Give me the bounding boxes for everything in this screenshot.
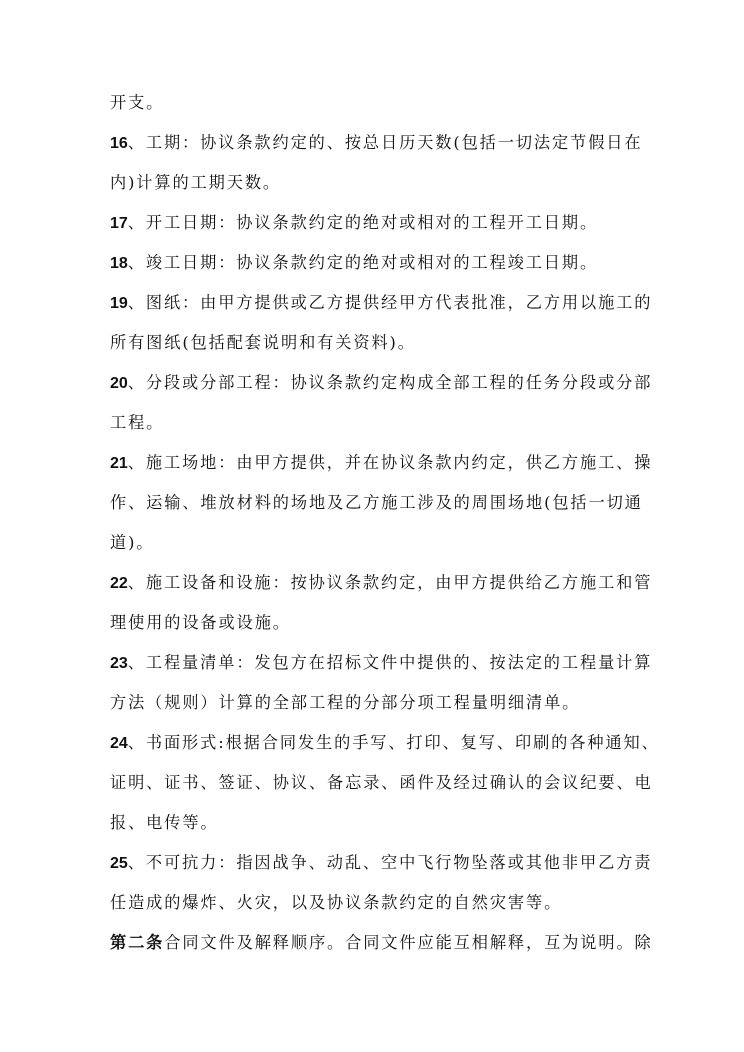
article-heading: 第二条 (110, 933, 165, 952)
line-text: 、竣工日期：协议条款约定的绝对或相对的工程竣工日期。 (127, 253, 599, 272)
clause-number: 18 (110, 255, 128, 272)
clause-number: 23 (110, 655, 128, 672)
line-text: 、开工日期：协议条款约定的绝对或相对的工程开工日期。 (127, 213, 599, 232)
article-line (110, 931, 653, 971)
clause-number: 21 (110, 455, 128, 472)
text-line (110, 771, 653, 811)
line-text: 、不可抗力：指因战争、动乱、空中飞行物坠落或其他非甲乙方责 (127, 853, 653, 872)
text-line (110, 171, 640, 211)
clause-number: 16 (110, 135, 128, 152)
line-text: 方法（规则）计算的全部工程的分部分项工程量明细清单。 (110, 693, 581, 712)
clause-number: 24 (110, 735, 128, 752)
line-text: 、施工设备和设施：按协议条款约定，由甲方提供给乙方施工和管 (127, 573, 653, 592)
line-text: 、工程量清单：发包方在招标文件中提供的、按法定的工程量计算 (127, 653, 653, 672)
clause-number: 19 (110, 295, 128, 312)
line-text: 、施工场地：由甲方提供，并在协议条款内约定，供乙方施工、操 (127, 453, 653, 472)
text-line (110, 611, 640, 651)
text-line (110, 211, 640, 251)
clause-number: 22 (110, 575, 128, 592)
text-line (110, 731, 660, 771)
text-line (110, 131, 643, 171)
line-text: 、书面形式:根据合同发生的手写、打印、复写、印刷的各种通知、 (127, 733, 660, 752)
line-text: 证明、证书、签证、协议、备忘录、函件及经过确认的会议纪要、电 (110, 773, 653, 792)
document-page (110, 91, 660, 971)
line-text: 工程。 (110, 413, 165, 432)
clause-number: 17 (110, 215, 128, 232)
text-line (110, 891, 640, 931)
line-text: 任造成的爆炸、火灾，以及协议条款约定的自然灾害等。 (110, 893, 563, 912)
line-text: 、分段或分部工程：协议条款约定构成全部工程的任务分段或分部 (127, 373, 653, 392)
text-line (110, 411, 640, 451)
line-text: 内)计算的工期天数。 (110, 173, 282, 192)
clause-number: 20 (110, 375, 128, 392)
text-line (110, 371, 653, 411)
line-text: 报、电传等。 (110, 813, 219, 832)
text-line (110, 491, 643, 531)
text-line (110, 531, 640, 571)
line-text: 、工期：协议条款约定的、按总日历天数(包括一切法定节假日在 (127, 133, 643, 152)
text-line (110, 691, 640, 731)
line-text: 理使用的设备或设施。 (110, 613, 291, 632)
text-line (110, 571, 653, 611)
text-line (110, 331, 640, 371)
line-text: 作、运输、堆放材料的场地及乙方施工涉及的周围场地(包括一切通 (110, 493, 643, 512)
text-line (110, 851, 653, 891)
text-line (110, 91, 640, 131)
text-line (110, 451, 653, 491)
line-text: 开支。 (110, 93, 165, 112)
text-line (110, 651, 653, 691)
clause-number: 25 (110, 855, 128, 872)
line-text: 道)。 (110, 533, 155, 552)
line-text: 、图纸：由甲方提供或乙方提供经甲方代表批准，乙方用以施工的 (127, 293, 653, 312)
text-line (110, 251, 640, 291)
text-line (110, 291, 653, 331)
line-text: 所有图纸(包括配套说明和有关资料)。 (110, 333, 416, 352)
text-line (110, 811, 640, 851)
article-text: 合同文件及解释顺序。合同文件应能互相解释，互为说明。除 (164, 933, 653, 952)
